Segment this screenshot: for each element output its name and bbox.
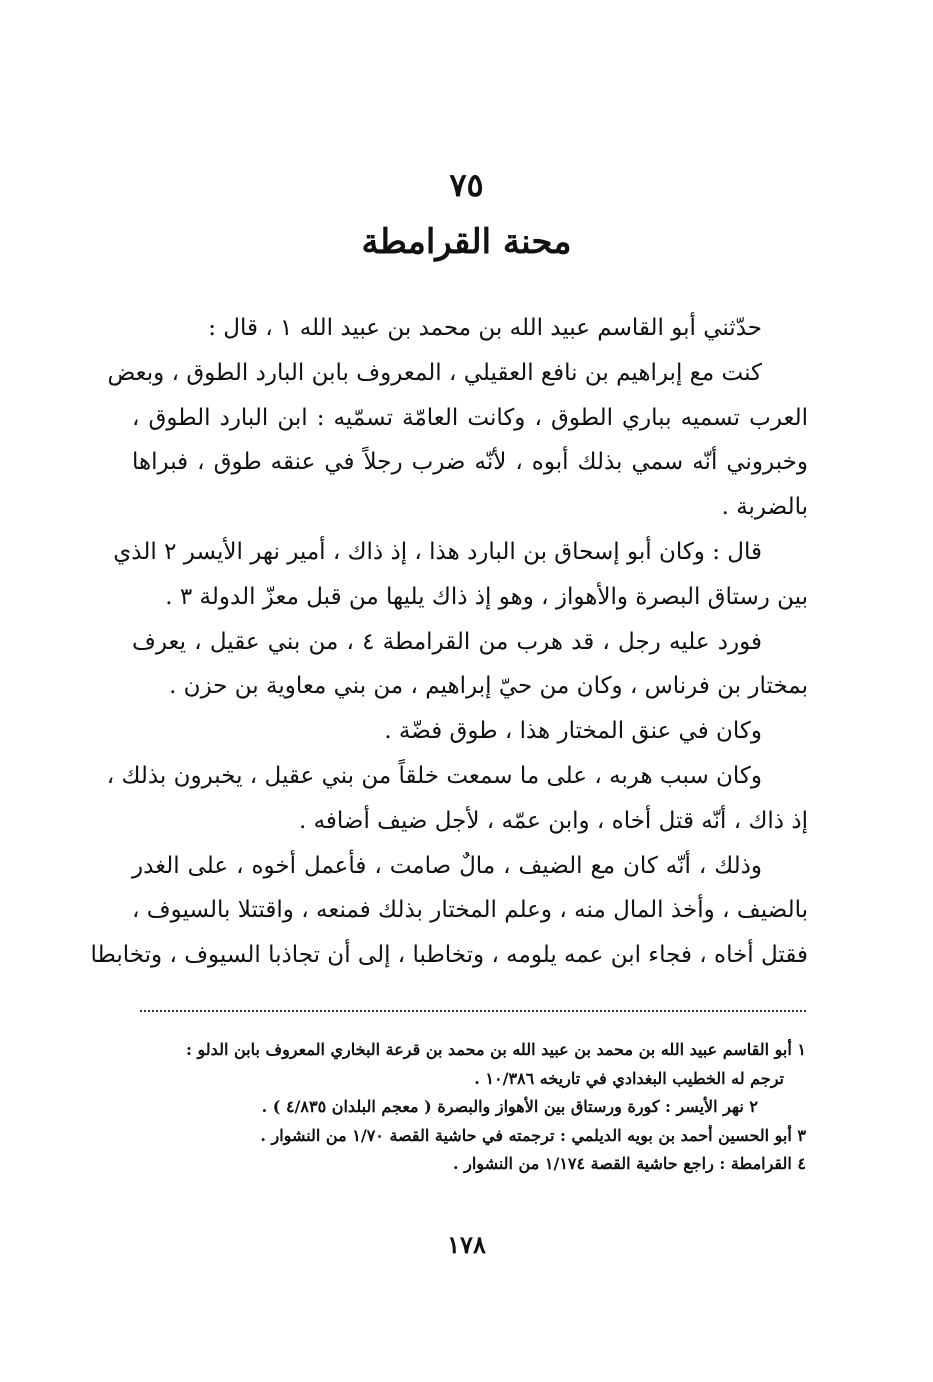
footnote-line: ١ أبو القاسم عبيد الله بن محمد بن عبيد الله بن محمد بن قرعة البخاري المعروف بابن الدلو : xyxy=(186,1040,806,1059)
footnotes xyxy=(140,1036,806,1179)
body-line: إذ ذاك ، أنّه قتل أخاه ، وابن عمّه ، لأجل ضيف أضافه . xyxy=(298,807,808,834)
body-line: قال : وكان أبو إسحاق بن البارد هذا ، إذ ذاك ، أمير نهر الأيسر ٢ الذي xyxy=(113,538,762,565)
footnote-line: ٣ أبو الحسين أحمد بن بويه الديلمي : ترجمته في حاشية القصة ١/٧٠ من النشوار . xyxy=(260,1125,806,1145)
body-line: بالضربة . xyxy=(721,494,808,521)
body-line: وخبروني أنّه سمي بذلك أبوه ، لأنّه ضرب رجلاً في عنقه طوق ، فبراها xyxy=(132,449,808,476)
body-line: بالضيف ، وأخذ المال منه ، وعلم المختار بذلك فمنعه ، واقتتلا بالسيوف ، xyxy=(132,897,808,924)
footnote-line: ترجم له الخطيب البغدادي في تاريخه ١٠/٣٨٦ . xyxy=(474,1068,784,1088)
body-line: بمختار بن فرناس ، وكان من حيّ إبراهيم ، من بني معاوية بن حزن . xyxy=(169,673,808,700)
body-text xyxy=(90,306,808,978)
body-line: بين رستاق البصرة والأهواز ، وهو إذ ذاك يليها من قبل معزّ الدولة ٣ . xyxy=(165,583,808,610)
body-line: فقتل أخاه ، فجاء ابن عمه يلومه ، وتخاطبا ، إلى أن تجاذبا السيوف ، وتخابطا xyxy=(90,942,808,969)
body-line: العرب تسميه بباري الطوق ، وكانت العامّة تسمّيه : ابن البارد الطوق ، xyxy=(132,404,808,431)
footnote-line: ٢ نهر الأيسر : كورة ورستاق بين الأهواز والبصرة ( معجم البلدان ٤/٨٣٥ ) . xyxy=(261,1097,758,1116)
body-line: حدّثني أبو القاسم عبيد الله بن محمد بن عبيد الله ١ ، قال : xyxy=(208,315,762,341)
story-number: ٧٥ xyxy=(449,166,484,204)
body-line: كنت مع إبراهيم بن نافع العقيلي ، المعروف بابن البارد الطوق ، وبعض xyxy=(107,359,762,386)
footnote-line: ٤ القرامطة : راجع حاشية القصة ١/١٧٤ من النشوار . xyxy=(452,1154,806,1173)
body-line: وكان سبب هربه ، على ما سمعت خلقاً من بني عقيل ، يخبرون بذلك ، xyxy=(106,762,762,789)
body-line: وذلك ، أنّه كان مع الضيف ، مالٌ صامت ، فأعمل أخوه ، على الغدر xyxy=(132,852,762,879)
story-title: محنة القرامطة xyxy=(361,222,572,262)
body-line: وكان في عنق المختار هذا ، طوق فضّة . xyxy=(384,718,762,745)
footnote-divider xyxy=(140,1010,806,1012)
page-number: ١٧٨ xyxy=(447,1230,486,1259)
body-line: فورد عليه رجل ، قد هرب من القرامطة ٤ ، من بني عقيل ، يعرف xyxy=(132,628,762,655)
